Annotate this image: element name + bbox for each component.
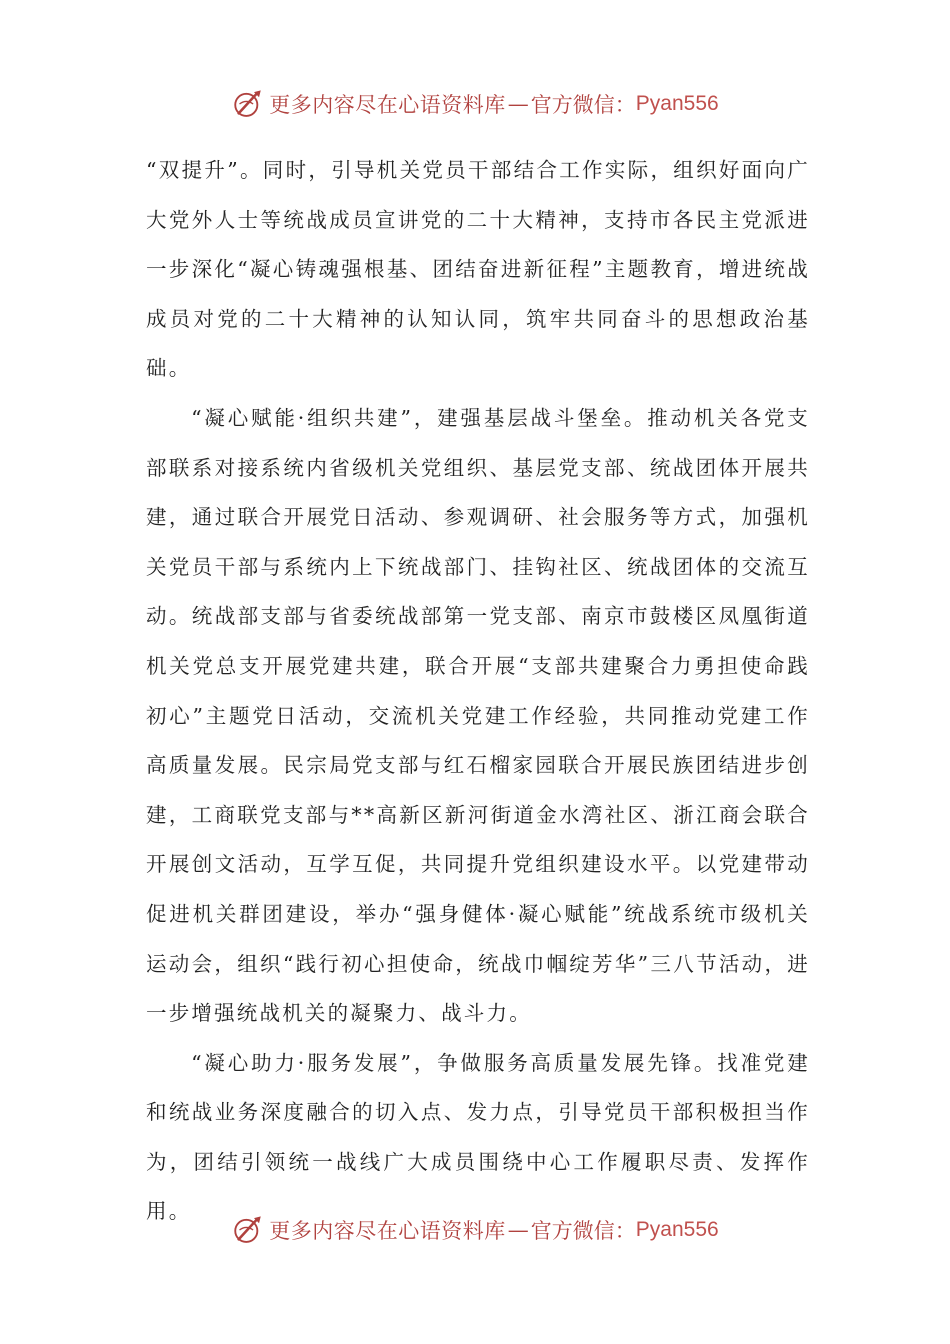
banner-wechat-label: 官方微信：: [530, 93, 636, 117]
paragraph-service-development: “凝心助力·服务发展”，争做服务高质量发展先锋。找准党建和统战业务深度融合的切入点、发力点，引导党员干部积极担当作为，团结引领统一战线广大成员围绕中心工作履职尽责、发挥作用。: [146, 1050, 810, 1224]
banner-wechat-label: 官方微信：: [530, 1219, 636, 1243]
banner-separator: —: [507, 1218, 529, 1242]
footer-watermark-banner: [0, 1210, 950, 1250]
document-body: [146, 146, 810, 1237]
header-watermark-banner: [0, 84, 950, 124]
pen-logo-icon: [231, 1213, 265, 1247]
banner-wechat-id: Pyan556: [635, 92, 719, 115]
paragraph-continuation: “双提升”。同时，引导机关党员干部结合工作实际，组织好面向广大党外人士等统战成员宣讲党的二十大精神，支持市各民主党派进一步深化“凝心铸魂强根基、团结奋进新征程”主题教育，增进统战成员对党的二十大精神的认知认同，筑牢共同奋斗的思想政治基础。: [146, 158, 810, 381]
banner-site-text: 更多内容尽在心语资料库: [269, 1219, 506, 1243]
banner-separator: —: [507, 92, 529, 116]
paragraph-organization-co-building: “凝心赋能·组织共建”，建强基层战斗堡垒。推动机关各党支部联系对接系统内省级机关党组织、基层党支部、统战团体开展共建，通过联合开展党日活动、参观调研、社会服务等方式，加强机关党员干部与系统内上下统战部门、挂钩社区、统战团体的交流互动。统战部支部与省委统战部第一党支部、南京市鼓楼区凤凰街道机关党总支开展党建共建，联合开展“支部共建聚合力勇担使命践初心”主题党日活动，交流机关党建工作经验，共同推动党建工作高质量发展。民宗局党支部与红石榴家园联合开展民族团结进步创建，工商联党支部与**高新区新河街道金水湾社区、浙江商会联合开展创文活动，互学互促，共同提升党组织建设水平。以党建带动促进机关群团建设，举办“强身健体·凝心赋能”统战系统市级机关运动会，组织“践行初心担使命，统战巾帼绽芳华”三八节活动，进一步增强统战机关的凝聚力、战斗力。: [146, 405, 810, 1026]
banner-site-text: 更多内容尽在心语资料库: [269, 93, 506, 117]
pen-logo-icon: [231, 87, 265, 121]
banner-wechat-id: Pyan556: [635, 1218, 719, 1241]
